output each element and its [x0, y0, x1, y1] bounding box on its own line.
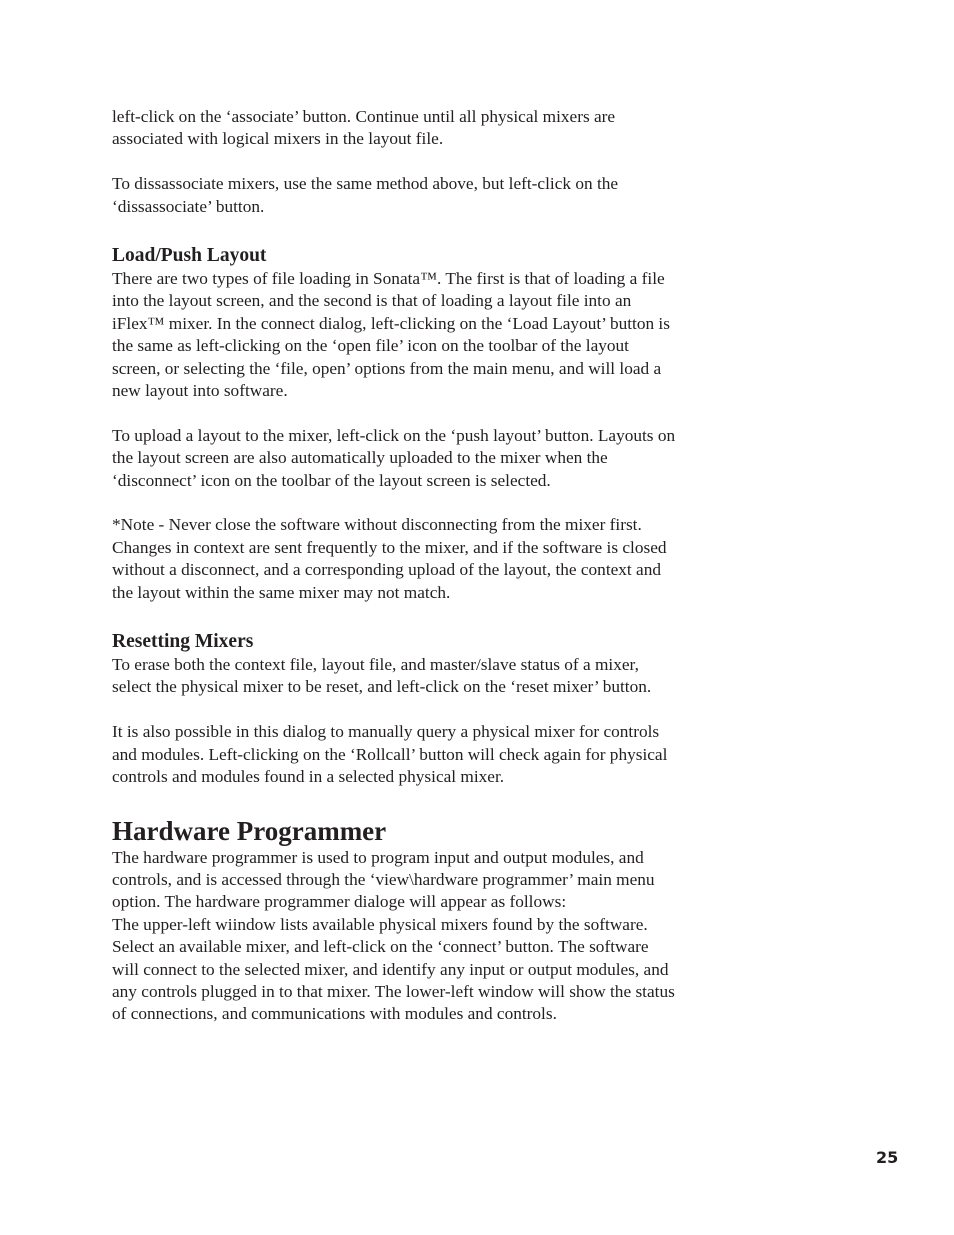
hardware-paragraph-1: The hardware programmer is used to program input and output modules, and controls, and is accessed through the ‘view\hardware programmer’ main menu option. The hardware programmer dialoge will appear as follows: — [112, 847, 655, 912]
load-push-paragraph-1: There are two types of file loading in Sonata™. The first is that of loading a file into the layout screen, and the second is that of loading a layout file into an iFlex™ mixer. In the connect dialog, left-clicking on the ‘Load Layout’ button is the same as left-clicking on the ‘open file’ icon on the toolbar of the layout screen, or selecting the ‘file, open’ options from the main menu, and will load a new layout into software. — [112, 269, 670, 401]
intro-paragraph-2: To dissassociate mixers, use the same method above, but left-click on the ‘dissassociate’ button. — [112, 174, 619, 216]
resetting-paragraph-2: It is also possible in this dialog to manually query a physical mixer for controls and modules. Left-clicking on the ‘Rollcall’ button will check again for physical controls and modules found in a selected physical mixer. — [112, 722, 668, 787]
load-push-heading: Load/Push Layout — [112, 245, 267, 267]
page-body — [112, 106, 678, 1026]
load-push-paragraph-2: To upload a layout to the mixer, left-click on the ‘push layout’ button. Layouts on the layout screen are also automatically uploaded to the mixer when the ‘disconnect’ icon on the toolbar of the layout screen is selected. — [112, 425, 676, 490]
hardware-heading: Hardware Programmer — [112, 815, 387, 846]
resetting-paragraph-1: To erase both the context file, layout file, and master/slave status of a mixer, select the physical mixer to be reset, and left-click on the ‘reset mixer’ button. — [112, 655, 652, 697]
intro-paragraph-1: left-click on the ‘associate’ button. Continue until all physical mixers are associated with logical mixers in the layout file. — [112, 107, 616, 149]
resetting-heading: Resetting Mixers — [112, 631, 254, 653]
note-paragraph: *Note - Never close the software without disconnecting from the mixer first. Changes in context are sent frequently to the mixer, and if the software is closed without a disconnect, and a corresponding upload of the layout, the context and the layout within the same mixer may not match. — [112, 515, 667, 602]
page-number: 25 — [876, 1148, 899, 1167]
hardware-paragraph-2: The upper-left wiindow lists available physical mixers found by the software. Select an available mixer, and left-click on the ‘connect’ button. The software will connect to the selected mixer, and identify any input or output modules, and any controls plugged in to that mixer. The lower-left window will show the status of connections, and communications with modules and controls. — [112, 914, 675, 1024]
